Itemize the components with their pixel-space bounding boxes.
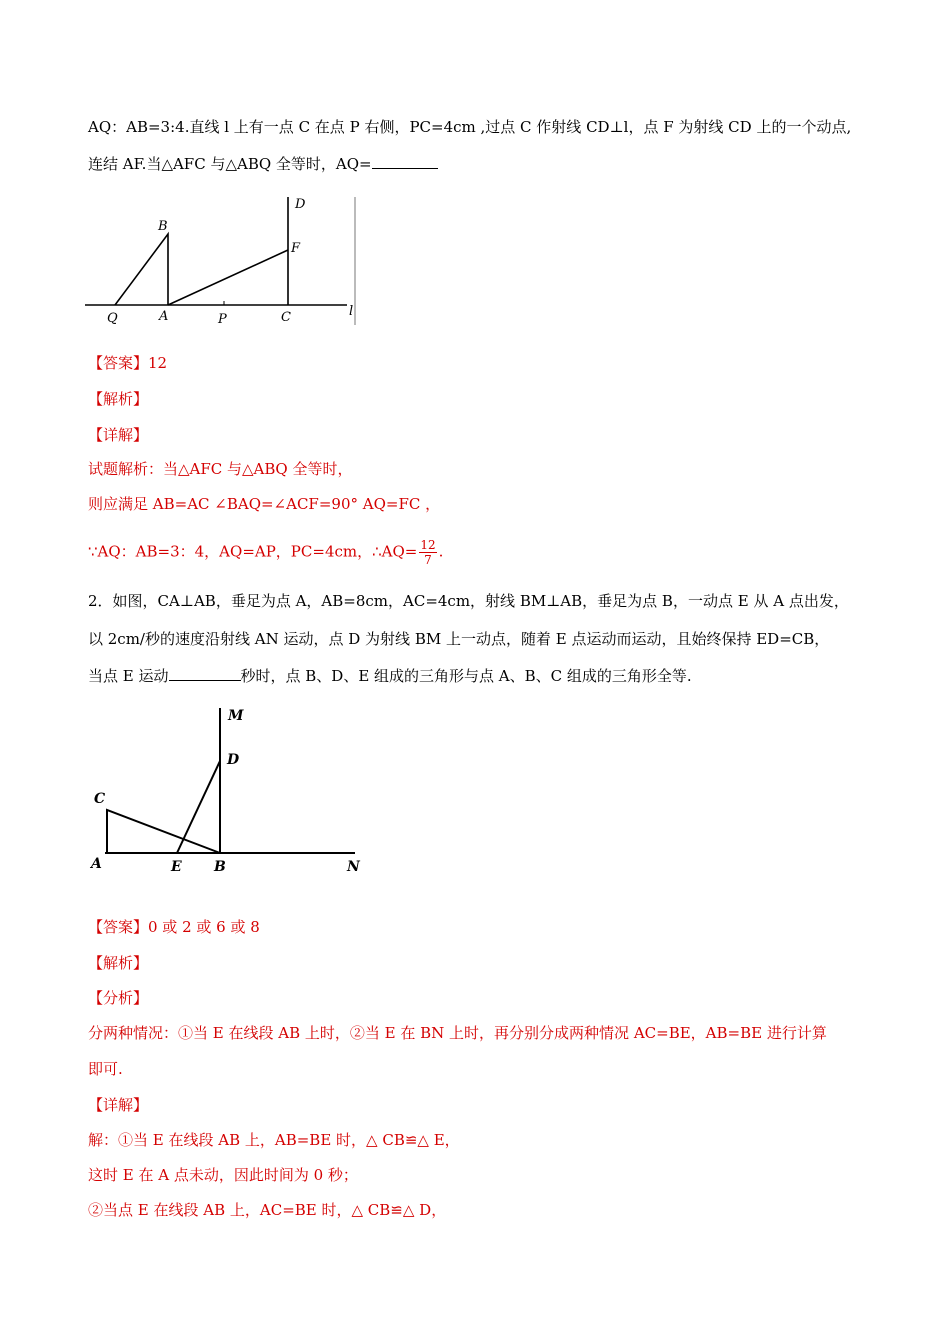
q2-detail-line-2: 这时 E 在 A 点未动，因此时间为 0 秒； (88, 1166, 358, 1184)
q1-text-line-2-content: 连结 AF.当△AFC 与△ABQ 全等时，AQ= (88, 155, 372, 173)
q2-fenxi-line-2: 即可. (88, 1060, 123, 1078)
q1-fraction-numerator: 12 (420, 538, 436, 552)
q2-detail-header: 【详解】 (88, 1096, 149, 1114)
q1-label-l: l (349, 304, 354, 319)
q1-solution-line-3-end: . (438, 542, 444, 561)
q2-text-line-3-start: 当点 E 运动 (88, 667, 169, 685)
q2-label-e: E (171, 859, 182, 875)
q1-detail-header: 【详解】 (88, 426, 149, 444)
q1-figure (85, 195, 360, 327)
q2-fenxi-header: 【分析】 (88, 989, 149, 1007)
q1-triangle-abq (115, 234, 168, 305)
q1-label-f: F (291, 241, 301, 256)
q2-answer-blank (169, 665, 241, 681)
q1-analysis-header: 【解析】 (88, 390, 149, 408)
q2-analysis-header: 【解析】 (88, 954, 149, 972)
q2-figure (85, 700, 370, 880)
q2-label-b: B (214, 859, 226, 875)
q1-answer-blank (372, 153, 438, 169)
q1-label-d: D (295, 197, 306, 212)
q1-label-a: A (159, 309, 169, 324)
q1-label-p: P (218, 312, 227, 327)
q1-text-line-2 (88, 153, 438, 175)
q1-solution-line-3 (88, 538, 443, 567)
q2-fenxi-line-1: 分两种情况：①当 E 在线段 AB 上时，②当 E 在 BN 上时，再分别分成两种情况 AC=BE，AB=BE 进行计算 (88, 1024, 827, 1042)
q2-label-a: A (91, 856, 102, 872)
q1-answer: 【答案】12 (88, 354, 168, 372)
q1-solution-line-2: 则应满足 AB=AC ∠BAQ=∠ACF=90° AQ=FC ， (88, 495, 441, 513)
q2-detail-line-3: ②当点 E 在线段 AB 上，AC=BE 时，△ CB≌△ D， (88, 1201, 447, 1219)
q2-label-c: C (94, 791, 106, 807)
q2-answer: 【答案】0 或 2 或 6 或 8 (88, 918, 260, 936)
q2-detail-line-1: 解：①当 E 在线段 AB 上，AB=BE 时，△ CB≌△ E， (88, 1131, 460, 1149)
q1-fraction-denominator: 7 (424, 553, 432, 567)
q2-label-d: D (227, 752, 240, 768)
q1-label-c: C (281, 310, 291, 325)
q2-triangle-abc (107, 810, 220, 853)
q2-text-line-1: 2．如图，CA⊥AB，垂足为点 A，AB=8cm，AC=4cm，射线 BM⊥AB，垂足为点 B，一动点 E 从 A 点出发， (88, 592, 849, 610)
q2-label-n: N (347, 859, 360, 875)
q1-solution-line-1: 试题解析：当△AFC 与△ABQ 全等时， (88, 460, 353, 478)
q2-text-line-2: 以 2cm/秒的速度沿射线 AN 运动，点 D 为射线 BM 上一动点，随着 E 点运动而运动，且始终保持 ED=CB， (88, 630, 830, 648)
q2-text-line-3-end: 秒时，点 B、D、E 组成的三角形与点 A、B、C 组成的三角形全等. (240, 667, 692, 685)
q1-solution-line-3-text: ∵AQ：AB=3：4，AQ=AP，PC=4cm，∴AQ= (88, 542, 418, 561)
q1-fraction (419, 538, 436, 567)
q2-label-m: M (228, 708, 244, 724)
q1-segment-af (168, 250, 288, 305)
q1-text-line-1: AQ：AB=3:4.直线 l 上有一点 C 在点 P 右侧，PC=4cm ,过点 C 作射线 CD⊥l，点 F 为射线 CD 上的一个动点, (88, 118, 852, 136)
q2-segment-ed (177, 761, 220, 853)
q1-label-b: B (158, 219, 168, 234)
q2-text-line-3 (88, 665, 692, 687)
q1-label-q: Q (107, 311, 118, 326)
